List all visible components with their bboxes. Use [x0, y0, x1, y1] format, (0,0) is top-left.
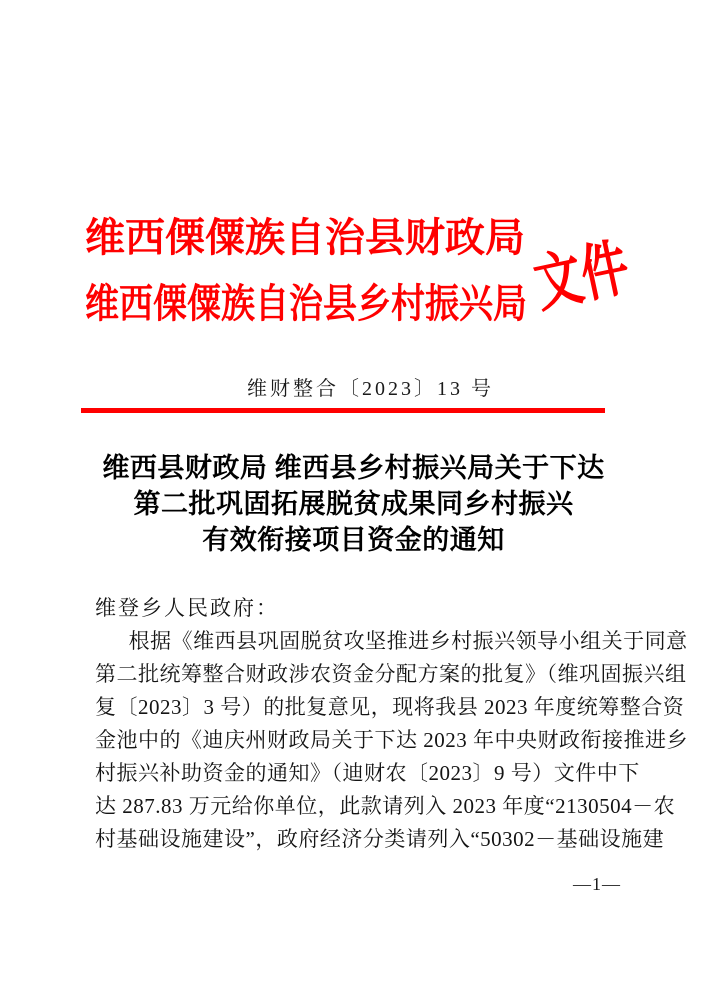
- title-line-2: 第二批巩固拓展脱贫成果同乡村振兴: [133, 489, 574, 519]
- paragraph-line: 第二批统筹整合财政涉农资金分配方案的批复》（维巩固振兴组: [95, 662, 687, 686]
- title-line-3: 有效衔接项目资金的通知: [202, 525, 505, 555]
- paragraph-line: 村振兴补助资金的通知》（迪财农〔2023〕9 号）文件中下: [95, 761, 640, 785]
- paragraph-line: 根据《维西县巩固脱贫攻坚推进乡村振兴领导小组关于同意: [128, 629, 688, 653]
- issuer-name-line2-wrap: [85, 280, 605, 328]
- document-body: [95, 592, 688, 856]
- document-title: [0, 450, 707, 558]
- title-line-1: 维西县财政局 维西县乡村振兴局关于下达: [102, 453, 605, 483]
- paragraph-line: 复〔2023〕3 号）的批复意见，现将我县 2023 年度统筹整合资: [95, 695, 685, 719]
- salutation: 维登乡人民政府：: [95, 596, 279, 620]
- letterhead-document-word: 文件: [528, 233, 636, 321]
- paragraph-line: 金池中的《迪庆州财政局关于下达 2023 年中央财政衔接推进乡: [95, 728, 688, 752]
- issuer-name-line1: 维西傈僳族自治县财政局: [85, 215, 525, 260]
- paragraph-line: 达 287.83 万元给你单位，此款请列入 2023 年度“2130504－农: [95, 794, 676, 818]
- paragraph-line: 村基础设施建设”，政府经济分类请列入“50302－基础设施建: [95, 827, 665, 851]
- document-number: 维财整合〔2023〕13 号: [247, 378, 494, 400]
- red-separator-line: [81, 408, 605, 413]
- issuer-name-line2: 维西傈僳族自治县乡村振兴局: [85, 281, 527, 326]
- page-number: —1—: [573, 874, 621, 894]
